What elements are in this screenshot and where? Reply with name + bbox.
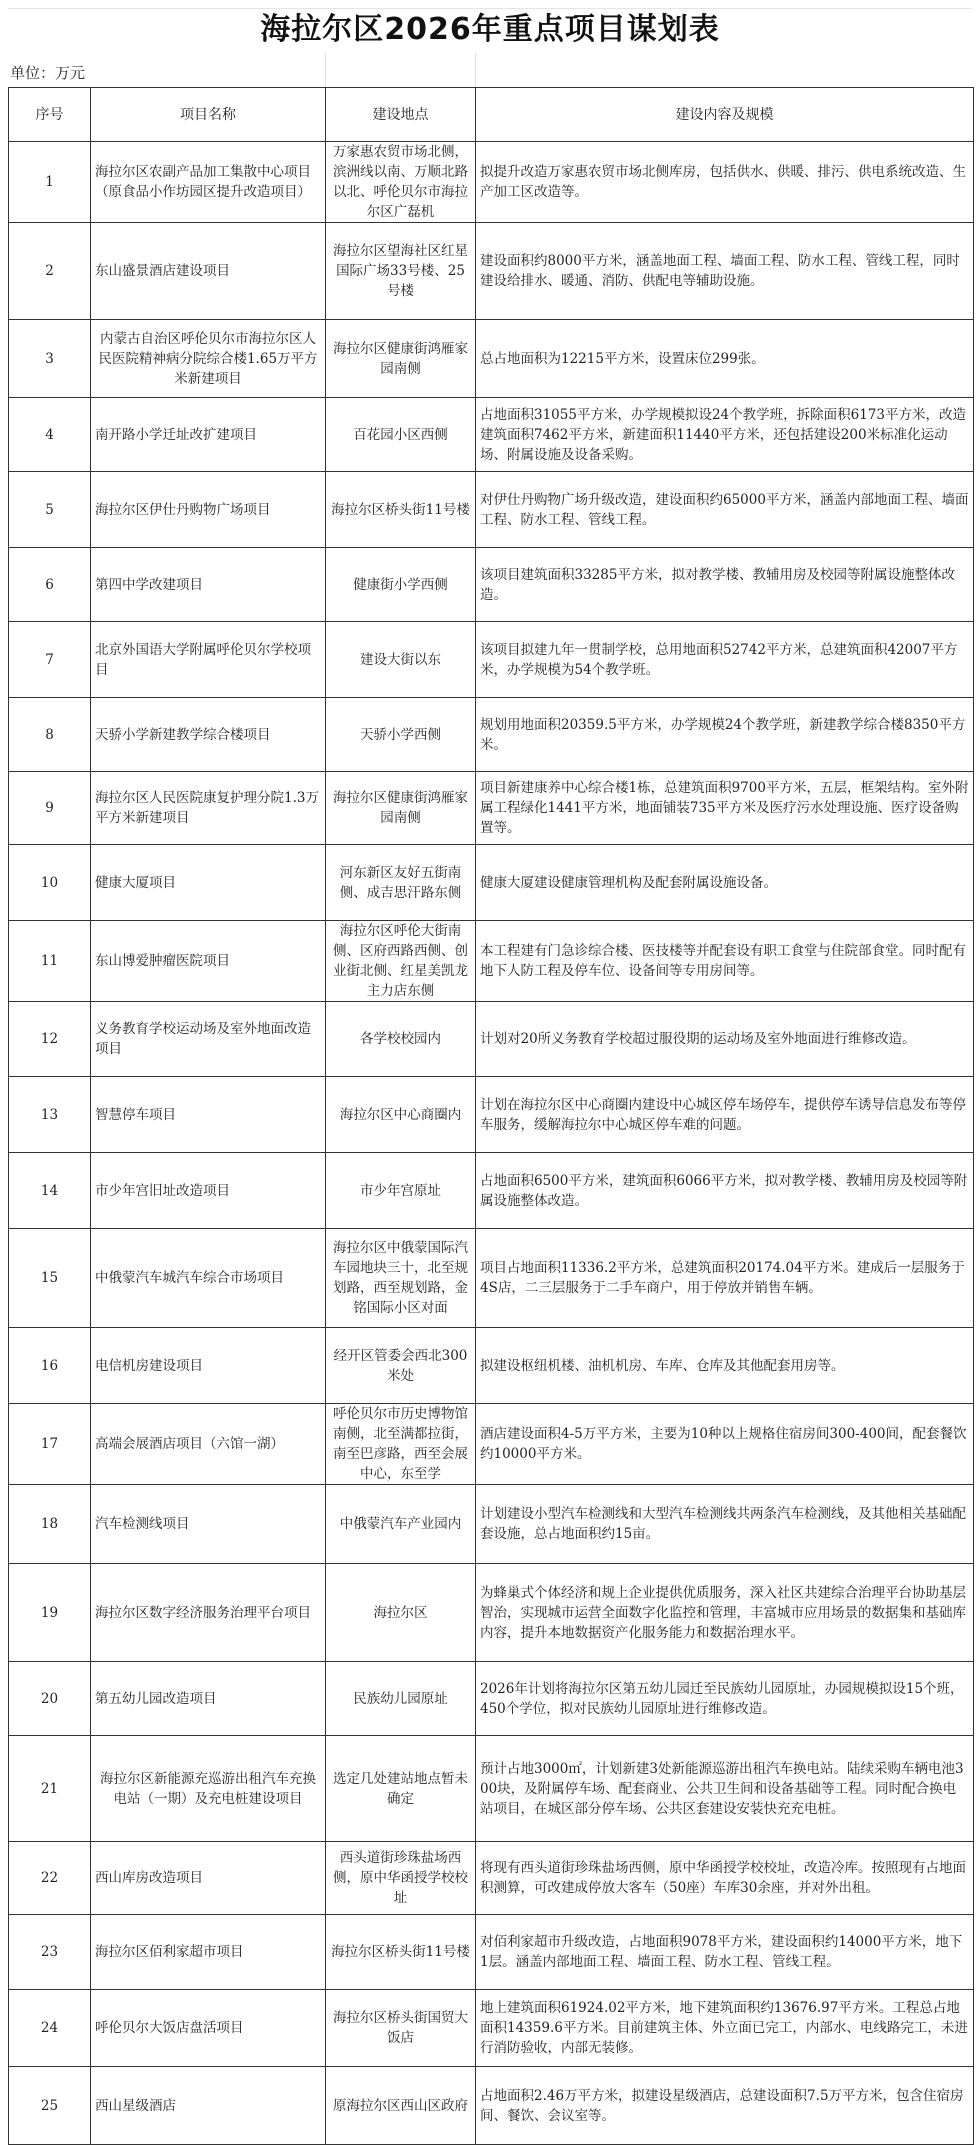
row-index: 7 bbox=[9, 622, 91, 698]
project-content: 健康大厦建设健康管理机构及配套附属设施设备。 bbox=[476, 845, 974, 921]
project-name: 第五幼儿园改造项目 bbox=[91, 1662, 326, 1736]
project-content: 拟建设枢纽机楼、油机机房、车库、仓库及其他配套用房等。 bbox=[476, 1328, 974, 1404]
project-content: 建设面积约8000平方米，涵盖地面工程、墙面工程、防水工程、管线工程，同时建设给排水、暖通、消防、供配电等辅助设施。 bbox=[476, 223, 974, 320]
project-name: 北京外国语大学附属呼伦贝尔学校项目 bbox=[91, 622, 326, 698]
table-row bbox=[9, 1915, 974, 1990]
row-index: 8 bbox=[9, 698, 91, 772]
project-content: 对佰利家超市升级改造，占地面积9078平方米，建设面积约14000平方米，地下1层。涵盖内部地面工程、墙面工程、防水工程、管线工程。 bbox=[476, 1915, 974, 1990]
project-content: 酒店建设面积4-5万平方米，主要为10种以上规格住宿房间300-400间，配套餐饮约10000平方米。 bbox=[476, 1404, 974, 1485]
row-index: 15 bbox=[9, 1229, 91, 1328]
project-location: 海拉尔区望海社区红星国际广场33号楼、25号楼 bbox=[326, 223, 476, 320]
project-content: 本工程建有门急诊综合楼、医技楼等并配套设有职工食堂与住院部食堂。同时配有地下人防工程及停车位、设备间等专用房间等。 bbox=[476, 921, 974, 1002]
project-name: 海拉尔区人民医院康复护理分院1.3万平方米新建项目 bbox=[91, 772, 326, 845]
project-content: 项目新建康养中心综合楼1栋，总建筑面积9700平方米，五层，框架结构。室外附属工程绿化1441平方米，地面铺装735平方米及医疗污水处理设施、医疗设备购置等。 bbox=[476, 772, 974, 845]
table-row bbox=[9, 772, 974, 845]
table-row bbox=[9, 1736, 974, 1842]
project-name: 南开路小学迁址改扩建项目 bbox=[91, 398, 326, 472]
project-name: 呼伦贝尔大饭店盘活项目 bbox=[91, 1990, 326, 2067]
table-row bbox=[9, 622, 974, 698]
table-row bbox=[9, 1485, 974, 1564]
project-location: 呼伦贝尔市历史博物馆南侧，北至满都拉街，南至巴彦路，西至会展中心，东至学 bbox=[326, 1404, 476, 1485]
row-index: 18 bbox=[9, 1485, 91, 1564]
row-index: 25 bbox=[9, 2067, 91, 2145]
gridline bbox=[325, 53, 326, 88]
project-name: 电信机房建设项目 bbox=[91, 1328, 326, 1404]
table-row bbox=[9, 142, 974, 223]
project-location: 海拉尔区 bbox=[326, 1564, 476, 1662]
row-index: 19 bbox=[9, 1564, 91, 1662]
project-location: 海拉尔区健康街鸿雁家园南侧 bbox=[326, 772, 476, 845]
table-row bbox=[9, 698, 974, 772]
row-index: 10 bbox=[9, 845, 91, 921]
table-row bbox=[9, 1229, 974, 1328]
project-name: 高端会展酒店项目（六馆一湖） bbox=[91, 1404, 326, 1485]
project-location: 海拉尔区呼伦大街南侧、区府西路西侧、创业街北侧、红星美凯龙主力店东侧 bbox=[326, 921, 476, 1002]
project-name: 内蒙古自治区呼伦贝尔市海拉尔区人民医院精神病分院综合楼1.65万平方米新建项目 bbox=[91, 320, 326, 398]
table-row bbox=[9, 1153, 974, 1229]
table-header-row bbox=[9, 88, 974, 142]
project-name: 汽车检测线项目 bbox=[91, 1485, 326, 1564]
row-index: 16 bbox=[9, 1328, 91, 1404]
row-index: 4 bbox=[9, 398, 91, 472]
project-name: 西山库房改造项目 bbox=[91, 1842, 326, 1915]
project-name: 东山盛景酒店建设项目 bbox=[91, 223, 326, 320]
project-location: 海拉尔区桥头街11号楼 bbox=[326, 472, 476, 548]
table-row bbox=[9, 1077, 974, 1153]
project-content: 计划在海拉尔区中心商圈内建设中心城区停车场停车，提供停车诱导信息发布等停车服务，缓解海拉尔中心城区停车难的问题。 bbox=[476, 1077, 974, 1153]
project-content: 地上建筑面积61924.02平方米，地下建筑面积约13676.97平方米。工程总占地面积14359.6平方米。目前建筑主体、外立面已完工，内部水、电线路完工，未进行消防验收，内部无装修。 bbox=[476, 1990, 974, 2067]
project-location: 海拉尔区健康街鸿雁家园南侧 bbox=[326, 320, 476, 398]
project-name: 天骄小学新建教学综合楼项目 bbox=[91, 698, 326, 772]
project-content: 预计占地3000㎡，计划新建3处新能源巡游出租汽车换电站。陆续采购车辆电池300块，及附属停车场、配套商业、公共卫生间和设备基础等工程。同时配合换电站项目，在城区部分停车场、公共区套建设安装快充充电桩。 bbox=[476, 1736, 974, 1842]
project-content: 计划建设小型汽车检测线和大型汽车检测线共两条汽车检测线，及其他相关基础配套设施，总占地面积约15亩。 bbox=[476, 1485, 974, 1564]
project-location: 民族幼儿园原址 bbox=[326, 1662, 476, 1736]
row-index: 2 bbox=[9, 223, 91, 320]
project-content: 计划对20所义务教育学校超过服役期的运动场及室外地面进行维修改造。 bbox=[476, 1002, 974, 1077]
table-row bbox=[9, 548, 974, 622]
project-table bbox=[8, 87, 974, 2145]
project-content: 规划用地面积20359.5平方米，办学规模24个教学班，新建教学综合楼8350平方米。 bbox=[476, 698, 974, 772]
project-location: 健康街小学西侧 bbox=[326, 548, 476, 622]
table-row bbox=[9, 2067, 974, 2145]
table-row bbox=[9, 320, 974, 398]
project-name: 西山星级酒店 bbox=[91, 2067, 326, 2145]
project-name: 海拉尔区佰利家超市项目 bbox=[91, 1915, 326, 1990]
project-content: 该项目拟建九年一贯制学校，总用地面积52742平方米，总建筑面积42007平方米，办学规模为54个教学班。 bbox=[476, 622, 974, 698]
gridline bbox=[475, 53, 476, 88]
project-name: 智慧停车项目 bbox=[91, 1077, 326, 1153]
table-row bbox=[9, 1990, 974, 2067]
project-content: 占地面积31055平方米，办学规模拟设24个教学班，拆除面积6173平方米，改造建筑面积7462平方米，新建面积11440平方米，还包括建设200米标准化运动场、附属设施及设备采购。 bbox=[476, 398, 974, 472]
row-index: 3 bbox=[9, 320, 91, 398]
unit-label: 单位：万元 bbox=[10, 64, 86, 82]
row-index: 21 bbox=[9, 1736, 91, 1842]
project-content: 占地面积6500平方米，建筑面积6066平方米，拟对教学楼、教辅用房及校园等附属设施整体改造。 bbox=[476, 1153, 974, 1229]
row-index: 17 bbox=[9, 1404, 91, 1485]
project-name: 海拉尔区农副产品加工集散中心项目（原食品小作坊园区提升改造项目） bbox=[91, 142, 326, 223]
project-name: 海拉尔区伊仕丹购物广场项目 bbox=[91, 472, 326, 548]
table-row bbox=[9, 1842, 974, 1915]
project-location: 建设大街以东 bbox=[326, 622, 476, 698]
project-location: 市少年宫原址 bbox=[326, 1153, 476, 1229]
project-location: 海拉尔区中心商圈内 bbox=[326, 1077, 476, 1153]
row-index: 13 bbox=[9, 1077, 91, 1153]
project-content: 该项目建筑面积33285平方米，拟对教学楼、教辅用房及校园等附属设施整体改造。 bbox=[476, 548, 974, 622]
header-location: 建设地点 bbox=[326, 88, 476, 142]
project-name: 市少年宫旧址改造项目 bbox=[91, 1153, 326, 1229]
project-location: 经开区管委会西北300米处 bbox=[326, 1328, 476, 1404]
row-index: 1 bbox=[9, 142, 91, 223]
project-name: 健康大厦项目 bbox=[91, 845, 326, 921]
table-row bbox=[9, 1404, 974, 1485]
project-name: 义务教育学校运动场及室外地面改造项目 bbox=[91, 1002, 326, 1077]
project-name: 海拉尔区新能源充巡游出租汽车充换电站（一期）及充电桩建设项目 bbox=[91, 1736, 326, 1842]
table-row bbox=[9, 921, 974, 1002]
project-name: 东山博爱肿瘤医院项目 bbox=[91, 921, 326, 1002]
project-content: 占地面积2.46万平方米，拟建设星级酒店，总建设面积7.5万平方米，包含住宿房间、餐饮、会议室等。 bbox=[476, 2067, 974, 2145]
project-name: 海拉尔区数字经济服务治理平台项目 bbox=[91, 1564, 326, 1662]
row-index: 9 bbox=[9, 772, 91, 845]
project-location: 河东新区友好五街南侧、成吉思汗路东侧 bbox=[326, 845, 476, 921]
row-index: 20 bbox=[9, 1662, 91, 1736]
table-row bbox=[9, 398, 974, 472]
row-index: 6 bbox=[9, 548, 91, 622]
table-row bbox=[9, 472, 974, 548]
row-index: 23 bbox=[9, 1915, 91, 1990]
project-content: 对伊仕丹购物广场升级改造，建设面积约65000平方米，涵盖内部地面工程、墙面工程、防水工程、管线工程。 bbox=[476, 472, 974, 548]
table-row bbox=[9, 1662, 974, 1736]
row-index: 5 bbox=[9, 472, 91, 548]
project-content: 为蜂巢式个体经济和规上企业提供优质服务，深入社区共建综合治理平台协助基层智治，实现城市运营全面数字化监控和管理，丰富城市应用场景的数据集和基础库内容，提升本地数据资产化服务能力和数据治理水平。 bbox=[476, 1564, 974, 1662]
row-index: 14 bbox=[9, 1153, 91, 1229]
table-row bbox=[9, 1328, 974, 1404]
row-index: 22 bbox=[9, 1842, 91, 1915]
project-location: 中俄蒙汽车产业园内 bbox=[326, 1485, 476, 1564]
header-content: 建设内容及规模 bbox=[476, 88, 974, 142]
table-row bbox=[9, 1564, 974, 1662]
page-title: 海拉尔区2026年重点项目谋划表 bbox=[260, 12, 720, 47]
project-content: 拟提升改造万家惠农贸市场北侧库房，包括供水、供暖、排污、供电系统改造、生产加工区改造等。 bbox=[476, 142, 974, 223]
project-location: 选定几处建站地点暂未确定 bbox=[326, 1736, 476, 1842]
project-location: 百花园小区西侧 bbox=[326, 398, 476, 472]
project-location: 西头道街珍珠盐场西侧，原中华函授学校校址 bbox=[326, 1842, 476, 1915]
project-location: 海拉尔区桥头街国贸大饭店 bbox=[326, 1990, 476, 2067]
project-location: 海拉尔区中俄蒙国际汽车园地块三十，北至规划路，西至规划路，金铭国际小区对面 bbox=[326, 1229, 476, 1328]
project-location: 各学校校园内 bbox=[326, 1002, 476, 1077]
table-row bbox=[9, 223, 974, 320]
project-content: 总占地面积为12215平方米，设置床位299张。 bbox=[476, 320, 974, 398]
project-location: 原海拉尔区西山区政府 bbox=[326, 2067, 476, 2145]
table-row bbox=[9, 845, 974, 921]
project-content: 将现有西头道街珍珠盐场西侧，原中华函授学校校址，改造冷库。按照现有占地面积测算，可改建成停放大客车（50座）车库30余座，并对外出租。 bbox=[476, 1842, 974, 1915]
header-name: 项目名称 bbox=[91, 88, 326, 142]
header-index: 序号 bbox=[9, 88, 91, 142]
project-name: 中俄蒙汽车城汽车综合市场项目 bbox=[91, 1229, 326, 1328]
row-index: 11 bbox=[9, 921, 91, 1002]
row-index: 24 bbox=[9, 1990, 91, 2067]
project-content: 项目占地面积11336.2平方米，总建筑面积20174.04平方米。建成后一层服务于4S店，二三层服务于二手车商户，用于停放并销售车辆。 bbox=[476, 1229, 974, 1328]
project-location: 海拉尔区桥头街11号楼 bbox=[326, 1915, 476, 1990]
project-location: 万家惠农贸市场北侧，滨洲线以南、万顺北路以北、呼伦贝尔市海拉尔区广磊机 bbox=[326, 142, 476, 223]
row-index: 12 bbox=[9, 1002, 91, 1077]
project-content: 2026年计划将海拉尔区第五幼儿园迁至民族幼儿园原址，办园规模拟设15个班，450个学位，拟对民族幼儿园原址进行维修改造。 bbox=[476, 1662, 974, 1736]
project-name: 第四中学改建项目 bbox=[91, 548, 326, 622]
project-location: 天骄小学西侧 bbox=[326, 698, 476, 772]
table-row bbox=[9, 1002, 974, 1077]
